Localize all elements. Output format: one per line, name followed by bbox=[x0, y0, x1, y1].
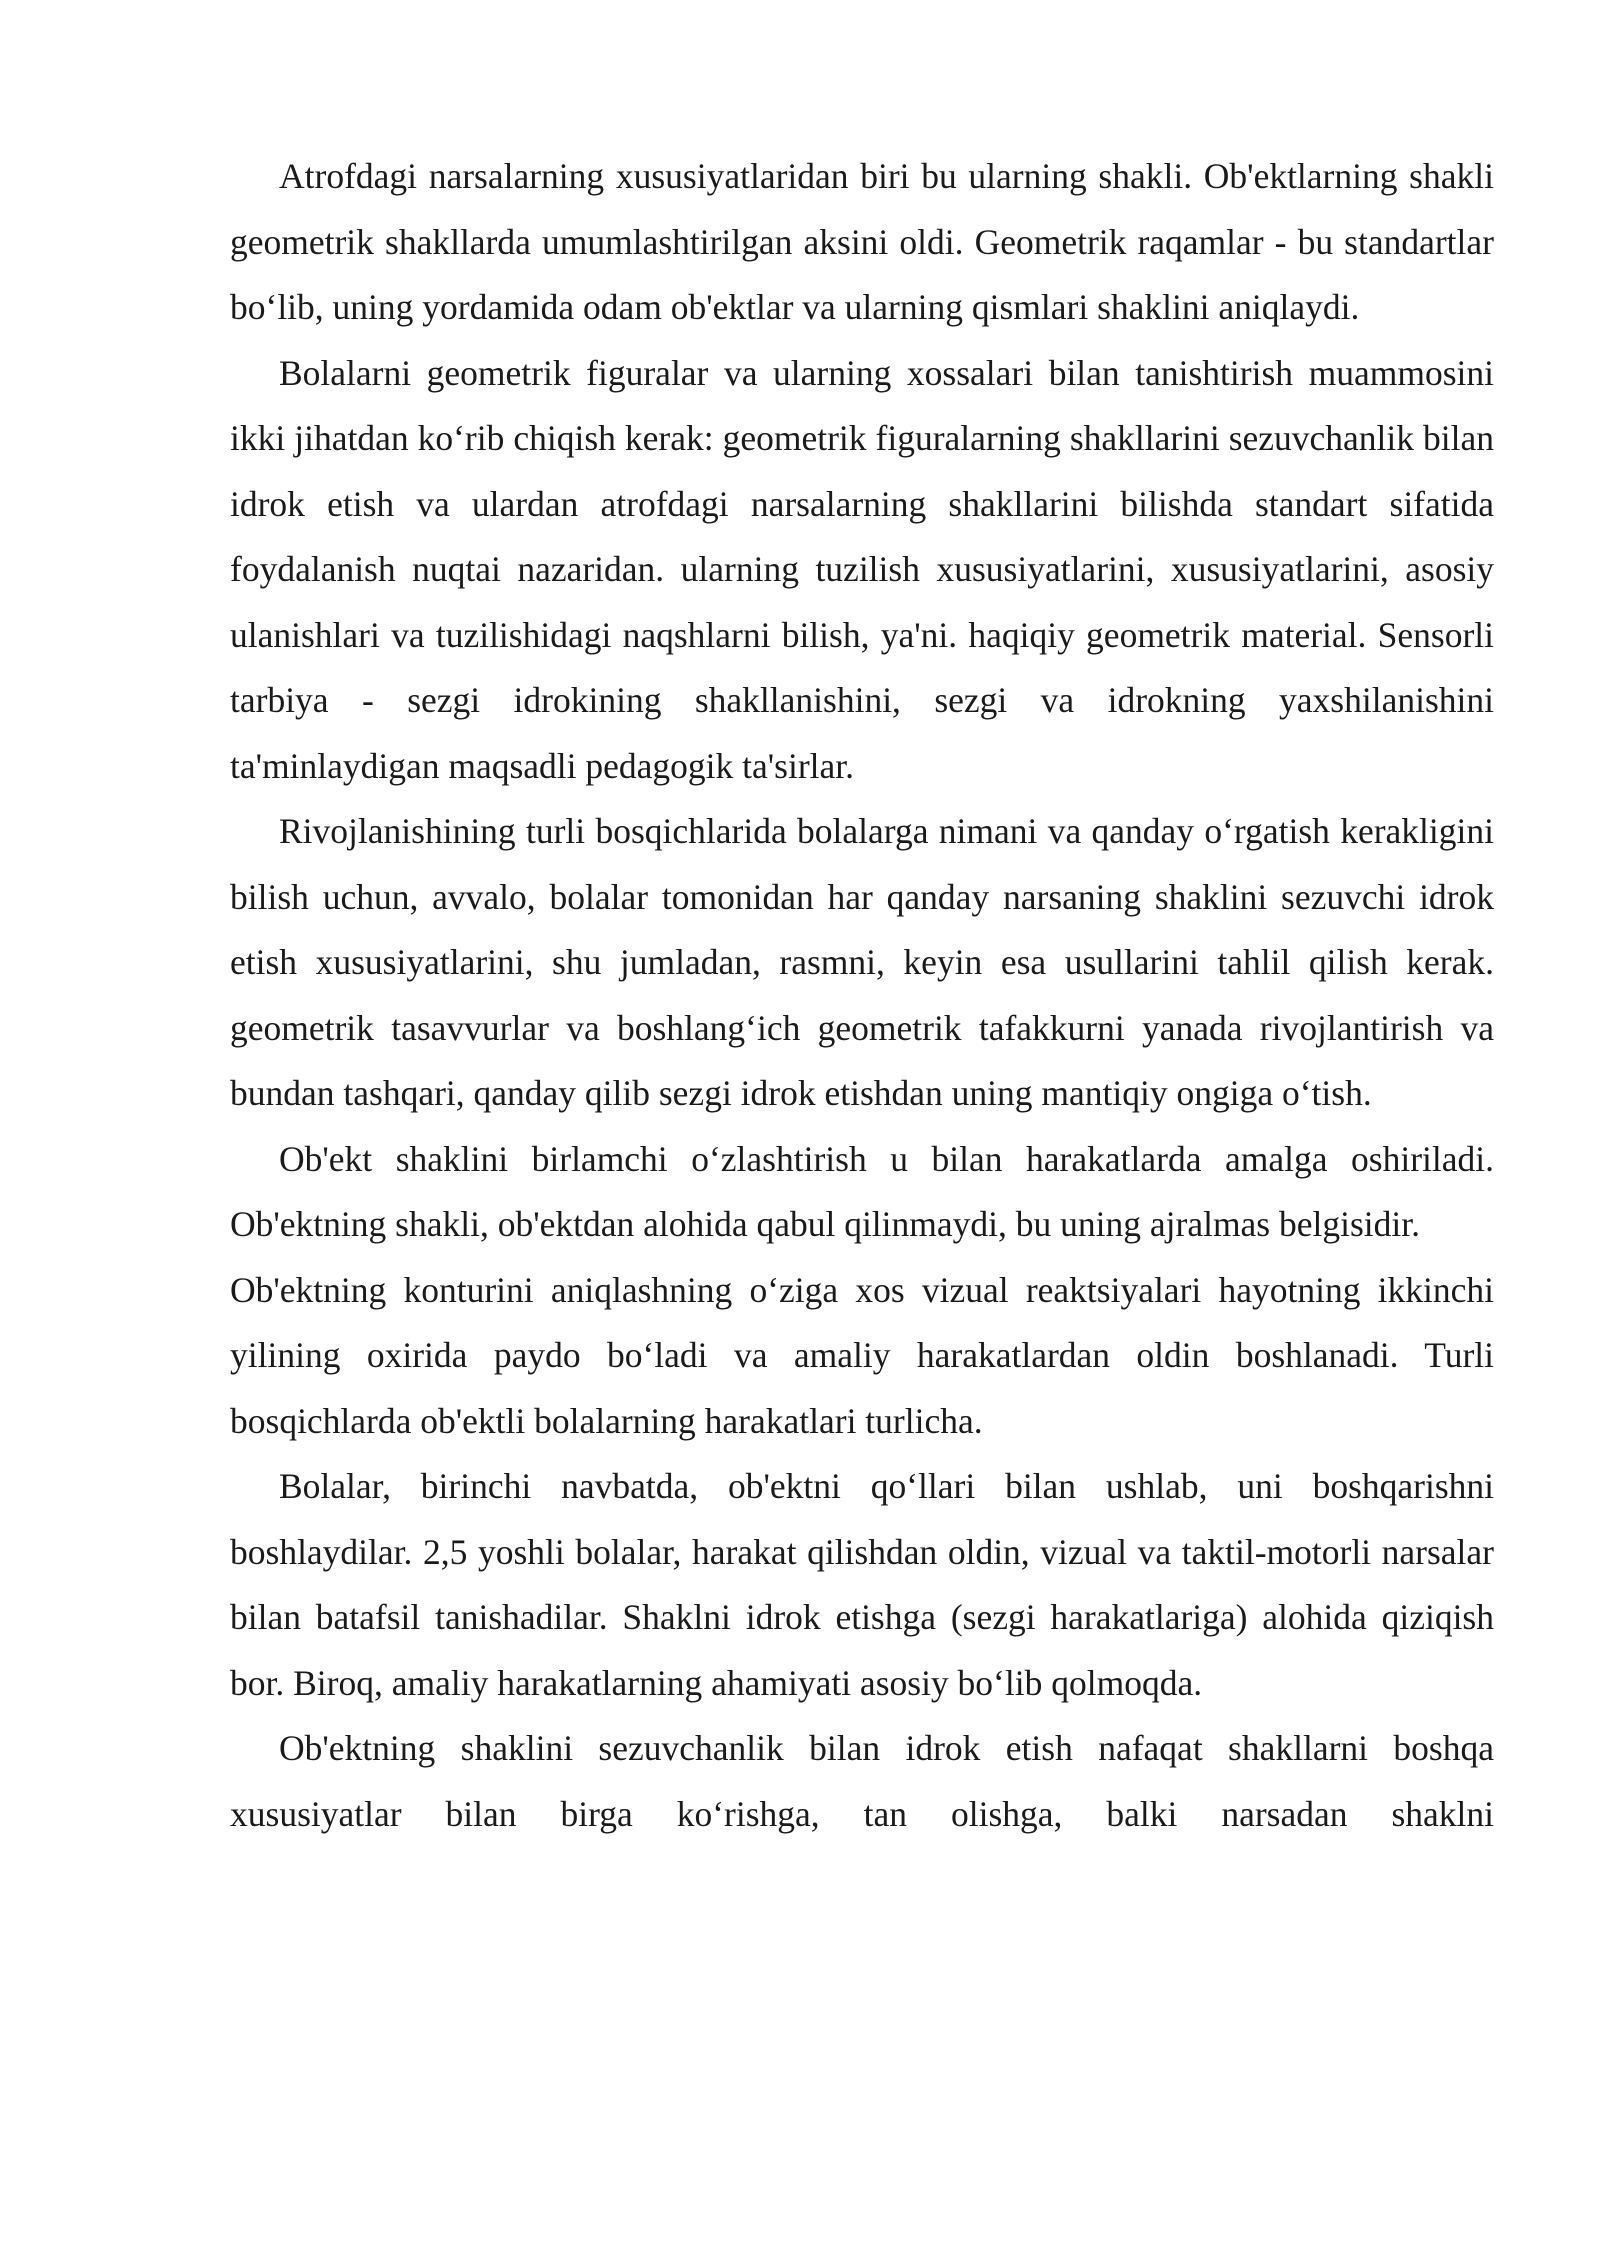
paragraph-2: Bolalarni geometrik figuralar va ularning xossalari bilan tanishtirish muammosini ikki jihatdan ko‘rib chiqish kerak: geometrik figuralarning shakllarini sezuvchanlik bilan idrok etish va ulardan atrofdagi narsalarning shakllarini bilishda standart sifatida foydalanish nuqtai nazaridan. ularning tuzilish xususiyatlarini, xususiyatlarini, asosiy ulanishlari va tuzilishidagi naqshlarni bilish, ya'ni. haqiqiy geometrik material. Sensorli tarbiya - sezgi idrokining shakllanishini, sezgi va idrokning yaxshilanishini ta'minlaydigan maqsadli pedagogik ta'sirlar. bbox=[230, 352, 1494, 786]
paragraph-5: Ob'ektning konturini aniqlashning o‘ziga xos vizual reaktsiyalari hayotning ikkinchi yilining oxirida paydo bo‘ladi va amaliy harakatlardan oldin boshlanadi. Turli bosqichlarda ob'ektli bolalarning harakatlari turlicha. bbox=[230, 1269, 1494, 1441]
paragraph-6: Bolalar, birinchi navbatda, ob'ektni qo‘llari bilan ushlab, uni boshqarishni boshlaydilar. 2,5 yoshli bolalar, harakat qilishdan oldin, vizual va taktil-motorli narsalar bilan batafsil tanishadilar. Shaklni idrok etishga (sezgi harakatlariga) alohida qiziqish bor. Biroq, amaliy harakatlarning ahamiyati asosiy bo‘lib qolmoqda. bbox=[230, 1466, 1494, 1703]
paragraph-1: Atrofdagi narsalarning xususiyatlaridan biri bu ularning shakli. Ob'ektlarning shakli geometrik shakllarda umumlashtirilgan aksini oldi. Geometrik raqamlar - bu standartlar bo‘lib, uning yordamida odam ob'ektlar va ularning qismlari shaklini aniqlaydi. bbox=[230, 156, 1494, 327]
paragraph-7: Ob'ektning shaklini sezuvchanlik bilan idrok etish nafaqat shakllarni boshqa xususiyatlar bilan birga ko‘rishga, tan olishga, balki narsadan shaklni bbox=[230, 1728, 1494, 1834]
document-page bbox=[230, 144, 1494, 1847]
paragraph-4: Ob'ekt shaklini birlamchi o‘zlashtirish u bilan harakatlarda amalga oshiriladi. Ob'ektning shakli, ob'ektdan alohida qabul qilinmaydi, bu uning ajralmas belgisidir. bbox=[230, 1138, 1494, 1244]
paragraph-3: Rivojlanishining turli bosqichlarida bolalarga nimani va qanday o‘rgatish kerakligini bilish uchun, avvalo, bolalar tomonidan har qanday narsaning shaklini sezuvchi idrok etish xususiyatlarini, shu jumladan, rasmni, keyin esa usullarini tahlil qilish kerak. geometrik tasavvurlar va boshlang‘ich geometrik tafakkurni yanada rivojlantirish va bundan tashqari, qanday qilib sezgi idrok etishdan uning mantiqiy ongiga o‘tish. bbox=[230, 811, 1494, 1113]
